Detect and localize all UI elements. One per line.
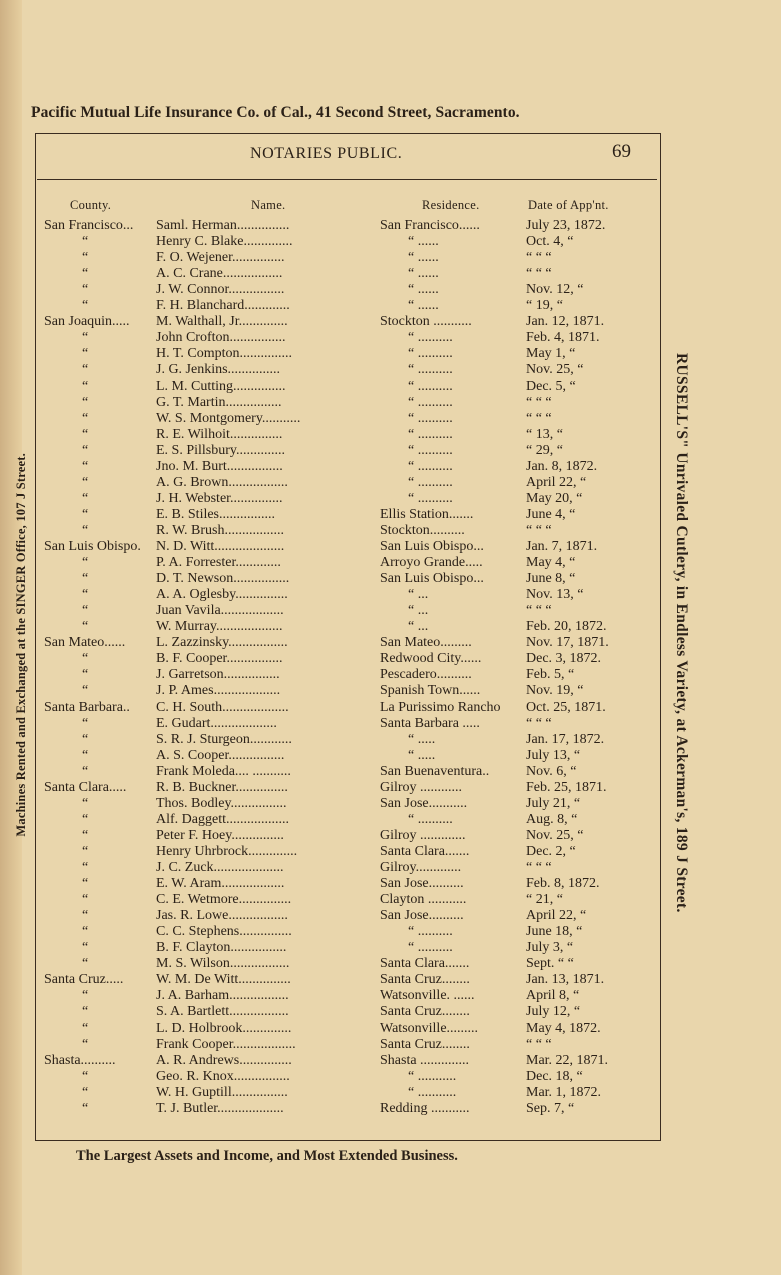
- date-cell: June 8, “: [526, 571, 576, 587]
- table-row: [0, 828, 781, 844]
- county-cell: “: [82, 490, 89, 506]
- residence-cell: Gilroy .............: [380, 827, 466, 843]
- table-row: [0, 266, 781, 282]
- date-cell: Dec. 2, “: [526, 843, 576, 859]
- table-row: [0, 491, 781, 507]
- name-cell: J. C. Zuck....................: [156, 860, 284, 875]
- date-cell: “ “ “: [526, 603, 552, 619]
- table-row: [0, 218, 781, 234]
- name-cell: F. H. Blanchard.............: [156, 298, 290, 314]
- residence-cell: “ ..........: [408, 426, 453, 442]
- residence-cell: “ ..........: [408, 378, 453, 394]
- column-header-date: Date of App'nt.: [528, 198, 609, 212]
- residence-cell: “ .....: [408, 747, 436, 763]
- county-cell: “: [82, 763, 89, 779]
- table-row: [0, 732, 781, 748]
- name-cell: Saml. Herman...............: [156, 218, 290, 233]
- header-rule: [37, 179, 657, 180]
- table-row: [0, 330, 781, 346]
- table-row: [0, 972, 781, 988]
- residence-cell: “ ...........: [408, 1068, 457, 1084]
- date-cell: Nov. 19, “: [526, 683, 584, 699]
- residence-cell: Clayton ...........: [380, 892, 467, 908]
- name-cell: R. W. Brush.................: [156, 522, 284, 538]
- date-cell: “ “ “: [526, 1036, 552, 1052]
- county-cell: “: [82, 747, 89, 763]
- date-cell: Sept. “ “: [526, 956, 574, 972]
- residence-cell: “ ......: [408, 298, 439, 314]
- residence-cell: “ ..........: [408, 811, 453, 827]
- name-cell: W. Murray...................: [156, 619, 283, 635]
- county-cell: “: [82, 715, 89, 731]
- date-cell: Jan. 17, 1872.: [526, 731, 605, 747]
- date-cell: Nov. 25, “: [526, 827, 584, 843]
- table-row: [0, 924, 781, 940]
- name-cell: J. A. Barham.................: [156, 988, 289, 1004]
- county-cell: “: [82, 924, 89, 940]
- county-cell: “: [82, 1004, 89, 1020]
- table-row: [0, 411, 781, 427]
- name-cell: Frank Moleda.... ...........: [156, 763, 291, 779]
- column-header-residence: Residence.: [422, 198, 480, 212]
- table-row: [0, 651, 781, 667]
- county-cell: “: [82, 442, 89, 458]
- date-cell: “ “ “: [526, 410, 552, 426]
- name-cell: N. D. Witt....................: [156, 539, 285, 554]
- county-cell: “: [82, 860, 89, 875]
- residence-cell: Santa Cruz........: [380, 972, 470, 988]
- date-cell: “ 13, “: [526, 426, 563, 442]
- date-cell: Feb. 8, 1872.: [526, 876, 600, 892]
- county-cell: San Mateo......: [44, 635, 126, 651]
- table-row: [0, 940, 781, 956]
- residence-cell: Santa Cruz........: [380, 1036, 470, 1052]
- date-cell: Oct. 25, 1871.: [526, 699, 606, 715]
- date-cell: Dec. 18, “: [526, 1068, 583, 1084]
- table-row: [0, 523, 781, 539]
- table-row: [0, 700, 781, 716]
- name-cell: P. A. Forrester.............: [156, 555, 281, 571]
- table-row: [0, 844, 781, 860]
- county-cell: “: [82, 795, 89, 811]
- name-cell: D. T. Newson................: [156, 571, 290, 587]
- residence-cell: “ ..........: [408, 394, 453, 410]
- residence-cell: San Luis Obispo...: [380, 571, 484, 587]
- date-cell: May 20, “: [526, 490, 583, 506]
- residence-cell: San Buenaventura..: [380, 763, 490, 779]
- name-cell: A. A. Oglesby...............: [156, 587, 288, 603]
- county-cell: “: [82, 940, 89, 956]
- column-header-name: Name.: [251, 198, 286, 212]
- residence-cell: Gilroy ............: [380, 779, 463, 795]
- date-cell: April 8, “: [526, 988, 580, 1004]
- residence-cell: “ ..........: [408, 940, 453, 956]
- table-row: [0, 1053, 781, 1069]
- county-cell: “: [82, 555, 89, 571]
- name-cell: W. S. Montgomery...........: [156, 410, 301, 426]
- table-row: [0, 427, 781, 443]
- name-cell: R. B. Buckner...............: [156, 779, 288, 795]
- date-cell: Aug. 8, “: [526, 811, 578, 827]
- residence-cell: “ ...: [408, 587, 429, 603]
- county-cell: “: [82, 1020, 89, 1036]
- date-cell: Sep. 7, “: [526, 1100, 575, 1116]
- table-row: [0, 1069, 781, 1085]
- county-cell: “: [82, 603, 89, 619]
- county-cell: “: [82, 988, 89, 1004]
- county-cell: “: [82, 282, 89, 298]
- county-cell: “: [82, 330, 89, 346]
- table-row: [0, 892, 781, 908]
- name-cell: A. S. Cooper................: [156, 747, 285, 763]
- date-cell: Feb. 5, “: [526, 667, 575, 683]
- date-cell: “ “ “: [526, 860, 552, 875]
- name-cell: A. C. Crane.................: [156, 266, 283, 282]
- residence-cell: “ ..........: [408, 474, 453, 490]
- name-cell: S. A. Bartlett.................: [156, 1004, 289, 1020]
- table-row: [0, 395, 781, 411]
- date-cell: Feb. 25, 1871.: [526, 779, 607, 795]
- name-cell: W. H. Guptill................: [156, 1084, 288, 1100]
- residence-cell: “ .....: [408, 731, 436, 747]
- date-cell: Nov. 13, “: [526, 587, 584, 603]
- date-cell: “ “ “: [526, 250, 552, 266]
- date-cell: Mar. 1, 1872.: [526, 1084, 602, 1100]
- date-cell: June 18, “: [526, 924, 583, 940]
- residence-cell: “ ...........: [408, 1084, 457, 1100]
- county-cell: Shasta..........: [44, 1052, 116, 1068]
- name-cell: C. H. South...................: [156, 699, 289, 715]
- name-cell: C. E. Wetmore...............: [156, 892, 292, 908]
- name-cell: A. G. Brown.................: [156, 474, 288, 490]
- residence-cell: “ ...: [408, 603, 429, 619]
- name-cell: J. Garretson................: [156, 667, 280, 683]
- table-row: [0, 314, 781, 330]
- name-cell: F. O. Wejener...............: [156, 250, 285, 266]
- date-cell: May 4, 1872.: [526, 1020, 601, 1036]
- table-row: [0, 876, 781, 892]
- county-cell: “: [82, 956, 89, 972]
- date-cell: April 22, “: [526, 474, 587, 490]
- residence-cell: “ ..........: [408, 490, 453, 506]
- residence-cell: Shasta ..............: [380, 1052, 470, 1068]
- name-cell: A. R. Andrews...............: [156, 1052, 292, 1068]
- county-cell: “: [82, 362, 89, 378]
- date-cell: Nov. 17, 1871.: [526, 635, 609, 651]
- residence-cell: “ ..........: [408, 362, 453, 378]
- name-cell: J. P. Ames...................: [156, 683, 281, 699]
- date-cell: Nov. 12, “: [526, 282, 584, 298]
- table-row: [0, 282, 781, 298]
- residence-cell: Stockton..........: [380, 522, 465, 538]
- table-row: [0, 250, 781, 266]
- table-row: [0, 988, 781, 1004]
- date-cell: Jan. 7, 1871.: [526, 539, 598, 554]
- table-row: [0, 362, 781, 378]
- right-margin-advertisement-text: RUSSELL'S" Unrivaled Cutlery, in Endless Variety, at Ackerman's, 189 J Street.: [673, 353, 690, 913]
- name-cell: J. G. Jenkins...............: [156, 362, 281, 378]
- page-number: 69: [612, 141, 631, 162]
- county-cell: “: [82, 892, 89, 908]
- table-row: [0, 956, 781, 972]
- residence-cell: Santa Clara.......: [380, 843, 470, 859]
- residence-cell: “ ..........: [408, 442, 453, 458]
- name-cell: Frank Cooper..................: [156, 1036, 296, 1052]
- residence-cell: “ ......: [408, 266, 439, 282]
- residence-cell: Redwood City......: [380, 651, 482, 667]
- name-cell: Jno. M. Burt................: [156, 458, 283, 474]
- bottom-advertisement: The Largest Assets and Income, and Most Extended Business.: [76, 1148, 458, 1164]
- table-row: [0, 764, 781, 780]
- residence-cell: San Francisco......: [380, 218, 480, 233]
- county-cell: “: [82, 410, 89, 426]
- date-cell: “ 19, “: [526, 298, 563, 314]
- name-cell: L. M. Cutting...............: [156, 378, 286, 394]
- county-cell: “: [82, 234, 89, 250]
- name-cell: M. Walthall, Jr..............: [156, 314, 288, 330]
- residence-cell: Santa Barbara .....: [380, 715, 480, 731]
- date-cell: “ “ “: [526, 394, 552, 410]
- name-cell: Geo. R. Knox................: [156, 1068, 290, 1084]
- county-cell: “: [82, 378, 89, 394]
- name-cell: E. Gudart...................: [156, 715, 277, 731]
- residence-cell: “ ..........: [408, 346, 453, 362]
- residence-cell: Redding ...........: [380, 1100, 470, 1116]
- date-cell: Nov. 6, “: [526, 763, 577, 779]
- county-cell: “: [82, 667, 89, 683]
- name-cell: Juan Vavila..................: [156, 603, 284, 619]
- residence-cell: Watsonville.........: [380, 1020, 479, 1036]
- date-cell: Feb. 4, 1871.: [526, 330, 600, 346]
- county-cell: “: [82, 587, 89, 603]
- residence-cell: “ ..........: [408, 410, 453, 426]
- table-row: [0, 635, 781, 651]
- name-cell: H. T. Compton...............: [156, 346, 292, 362]
- county-cell: “: [82, 1084, 89, 1100]
- table-row: [0, 683, 781, 699]
- table-row: [0, 860, 781, 876]
- county-cell: “: [82, 1100, 89, 1116]
- name-cell: M. S. Wilson.................: [156, 956, 290, 972]
- table-row: [0, 1101, 781, 1117]
- name-cell: Thos. Bodley................: [156, 795, 287, 811]
- county-cell: San Francisco...: [44, 218, 134, 233]
- name-cell: Henry C. Blake..............: [156, 234, 293, 250]
- date-cell: Feb. 20, 1872.: [526, 619, 607, 635]
- table-row: [0, 587, 781, 603]
- table-row: [0, 908, 781, 924]
- table-row: [0, 603, 781, 619]
- residence-cell: Watsonville. ......: [380, 988, 475, 1004]
- residence-cell: Stockton ...........: [380, 314, 472, 330]
- name-cell: E. B. Stiles................: [156, 506, 276, 522]
- table-row: [0, 571, 781, 587]
- name-cell: Jas. R. Lowe.................: [156, 908, 288, 924]
- date-cell: May 1, “: [526, 346, 576, 362]
- name-cell: B. F. Cooper................: [156, 651, 283, 667]
- date-cell: July 13, “: [526, 747, 581, 763]
- table-row: [0, 539, 781, 555]
- date-cell: “ 21, “: [526, 892, 563, 908]
- name-cell: W. M. De Witt...............: [156, 972, 291, 988]
- residence-cell: “ ..........: [408, 924, 453, 940]
- name-cell: J. W. Connor................: [156, 282, 285, 298]
- county-cell: San Luis Obispo.: [44, 539, 141, 554]
- residence-cell: Santa Cruz........: [380, 1004, 470, 1020]
- date-cell: “ “ “: [526, 266, 552, 282]
- residence-cell: Santa Clara.......: [380, 956, 470, 972]
- page-title: NOTARIES PUBLIC.: [250, 145, 403, 162]
- residence-cell: La Purissimo Rancho: [380, 699, 501, 715]
- residence-cell: “ ......: [408, 234, 439, 250]
- table-row: [0, 1085, 781, 1101]
- residence-cell: San Jose..........: [380, 908, 464, 924]
- date-cell: April 22, “: [526, 908, 587, 924]
- county-cell: “: [82, 346, 89, 362]
- county-cell: “: [82, 266, 89, 282]
- date-cell: “ “ “: [526, 715, 552, 731]
- residence-cell: Ellis Station.......: [380, 506, 474, 522]
- residence-cell: Pescadero..........: [380, 667, 472, 683]
- residence-cell: “ ......: [408, 250, 439, 266]
- table-row: [0, 1037, 781, 1053]
- residence-cell: “ ..........: [408, 458, 453, 474]
- top-advertisement: Pacific Mutual Life Insurance Co. of Cal., 41 Second Street, Sacramento.: [31, 104, 520, 121]
- county-cell: Santa Cruz.....: [44, 972, 124, 988]
- residence-cell: San Mateo.........: [380, 635, 472, 651]
- name-cell: S. R. J. Sturgeon............: [156, 731, 292, 747]
- name-cell: T. J. Butler...................: [156, 1100, 284, 1116]
- date-cell: Dec. 5, “: [526, 378, 576, 394]
- name-cell: Peter F. Hoey...............: [156, 827, 284, 843]
- residence-cell: San Jose..........: [380, 876, 464, 892]
- table-row: [0, 1021, 781, 1037]
- county-cell: “: [82, 298, 89, 314]
- date-cell: July 21, “: [526, 795, 581, 811]
- date-cell: “ 29, “: [526, 442, 563, 458]
- residence-cell: Gilroy.............: [380, 860, 462, 875]
- residence-cell: “ ...: [408, 619, 429, 635]
- county-cell: “: [82, 619, 89, 635]
- county-cell: “: [82, 426, 89, 442]
- name-cell: John Crofton................: [156, 330, 286, 346]
- table-row: [0, 667, 781, 683]
- date-cell: Jan. 13, 1871.: [526, 972, 605, 988]
- residence-cell: Arroyo Grande.....: [380, 555, 483, 571]
- name-cell: R. E. Wilhoit...............: [156, 426, 283, 442]
- table-row: [0, 459, 781, 475]
- table-row: [0, 298, 781, 314]
- residence-cell: San Luis Obispo...: [380, 539, 484, 554]
- table-row: [0, 1004, 781, 1020]
- residence-cell: “ ..........: [408, 330, 453, 346]
- date-cell: Jan. 8, 1872.: [526, 458, 598, 474]
- residence-cell: “ ......: [408, 282, 439, 298]
- table-row: [0, 555, 781, 571]
- table-row: [0, 716, 781, 732]
- county-cell: “: [82, 522, 89, 538]
- county-cell: Santa Clara.....: [44, 779, 127, 795]
- name-cell: Alf. Daggett..................: [156, 811, 289, 827]
- county-cell: “: [82, 827, 89, 843]
- left-margin-advertisement-text: Machines Rented and Exchanged at the SINGER Office, 107 J Street.: [13, 453, 28, 837]
- table-row: [0, 379, 781, 395]
- county-cell: “: [82, 843, 89, 859]
- county-cell: “: [82, 394, 89, 410]
- county-cell: “: [82, 811, 89, 827]
- table-row: [0, 796, 781, 812]
- county-cell: “: [82, 731, 89, 747]
- date-cell: Oct. 4, “: [526, 234, 574, 250]
- county-cell: “: [82, 683, 89, 699]
- name-cell: G. T. Martin................: [156, 394, 282, 410]
- county-cell: Santa Barbara..: [44, 699, 130, 715]
- table-row: [0, 475, 781, 491]
- date-cell: July 12, “: [526, 1004, 581, 1020]
- table-row: [0, 443, 781, 459]
- name-cell: L. Zazzinsky.................: [156, 635, 288, 651]
- date-cell: May 4, “: [526, 555, 576, 571]
- column-header-county: County.: [70, 198, 112, 212]
- table-row: [0, 748, 781, 764]
- name-cell: E. S. Pillsbury..............: [156, 442, 285, 458]
- county-cell: “: [82, 908, 89, 924]
- name-cell: C. C. Stephens...............: [156, 924, 292, 940]
- date-cell: July 3, “: [526, 940, 574, 956]
- table-row: [0, 812, 781, 828]
- name-cell: E. W. Aram..................: [156, 876, 285, 892]
- name-cell: Henry Uhrbrock..............: [156, 843, 298, 859]
- county-cell: “: [82, 458, 89, 474]
- date-cell: June 4, “: [526, 506, 576, 522]
- residence-cell: Spanish Town......: [380, 683, 481, 699]
- table-row: [0, 234, 781, 250]
- table-row: [0, 507, 781, 523]
- county-cell: San Joaquin.....: [44, 314, 130, 330]
- date-cell: “ “ “: [526, 522, 552, 538]
- county-cell: “: [82, 506, 89, 522]
- date-cell: Mar. 22, 1871.: [526, 1052, 609, 1068]
- table-row: [0, 346, 781, 362]
- table-row: [0, 619, 781, 635]
- date-cell: Dec. 3, 1872.: [526, 651, 602, 667]
- county-cell: “: [82, 1036, 89, 1052]
- date-cell: July 23, 1872.: [526, 218, 606, 233]
- county-cell: “: [82, 571, 89, 587]
- county-cell: “: [82, 1068, 89, 1084]
- date-cell: Jan. 12, 1871.: [526, 314, 605, 330]
- residence-cell: San Jose...........: [380, 795, 468, 811]
- county-cell: “: [82, 876, 89, 892]
- name-cell: L. D. Holbrook..............: [156, 1020, 292, 1036]
- name-cell: J. H. Webster...............: [156, 490, 283, 506]
- name-cell: B. F. Clayton................: [156, 940, 287, 956]
- table-row: [0, 780, 781, 796]
- date-cell: Nov. 25, “: [526, 362, 584, 378]
- county-cell: “: [82, 651, 89, 667]
- county-cell: “: [82, 250, 89, 266]
- county-cell: “: [82, 474, 89, 490]
